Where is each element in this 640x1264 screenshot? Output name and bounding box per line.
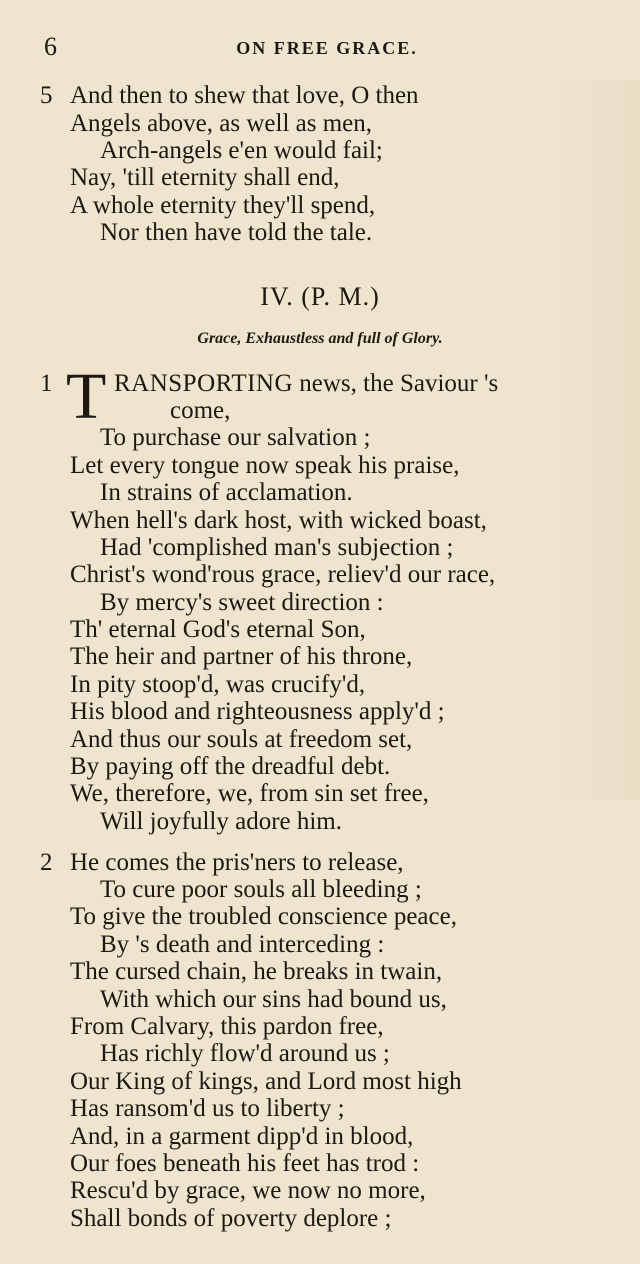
verse-line: His blood and righteousness apply'd ;	[70, 698, 445, 725]
page-header	[44, 32, 610, 68]
drop-cap: T	[66, 360, 107, 433]
show-through	[560, 80, 640, 800]
verse-line: Nor then have told the tale.	[100, 219, 373, 246]
verse-line: Has ransom'd us to liberty ;	[70, 1095, 345, 1122]
verse-line: come,	[170, 397, 231, 424]
verse-line: Will joyfully adore him.	[100, 808, 343, 835]
verse-line: Th' eternal God's eternal Son,	[70, 616, 366, 643]
verse-line: A whole eternity they'll spend,	[70, 192, 376, 219]
verse-line: From Calvary, this pardon free,	[70, 1013, 384, 1040]
first-line-rest: news, the Saviour 's	[293, 370, 499, 397]
verse-line: By mercy's sweet direction :	[100, 589, 384, 616]
page-number: 6	[44, 32, 57, 61]
verse-line	[114, 370, 498, 398]
verse-line: Arch-angels e'en would fail;	[100, 137, 383, 164]
verse-line: In strains of acclamation.	[100, 479, 353, 506]
verse-line: To purchase our salvation ;	[100, 424, 371, 451]
running-title: ON FREE GRACE.	[236, 38, 418, 58]
verse-line: Had 'complished man's subjection ;	[100, 534, 454, 561]
verse-number: 2	[40, 849, 53, 876]
verse-line: To cure poor souls all bleeding ;	[100, 876, 422, 903]
verse-line: And, in a garment dipp'd in blood,	[70, 1123, 414, 1150]
hymn-subtitle: Grace, Exhaustless and full of Glory.	[197, 330, 443, 347]
verse-line: And then to shew that love, O then	[70, 82, 419, 109]
verse-line: With which our sins had bound us,	[100, 986, 447, 1013]
verse-line: Has richly flow'd around us ;	[100, 1040, 390, 1067]
verse-line: When hell's dark host, with wicked boast,	[70, 507, 487, 534]
verse-line: To give the troubled conscience peace,	[70, 903, 457, 930]
hymn-title: IV. (P. M.)	[260, 282, 380, 311]
verse-line: And thus our souls at freedom set,	[70, 726, 413, 753]
verse-line: By 's death and interceding :	[100, 931, 385, 958]
verse-line: Our King of kings, and Lord most high	[70, 1068, 462, 1095]
verse-line: Rescu'd by grace, we now no more,	[70, 1177, 426, 1204]
verse-line: In pity stoop'd, was crucify'd,	[70, 671, 366, 698]
verse-line: Let every tongue now speak his praise,	[70, 452, 460, 479]
verse-number: 5	[40, 82, 53, 109]
verse-number: 1	[40, 370, 53, 397]
verse-line: We, therefore, we, from sin set free,	[70, 780, 429, 807]
verse-line: The heir and partner of his throne,	[70, 643, 413, 670]
verse-line: He comes the pris'ners to release,	[70, 849, 404, 876]
first-line-caps: RANSPORTING	[114, 370, 294, 397]
verse-line: The cursed chain, he breaks in twain,	[70, 958, 443, 985]
verse-line: By paying off the dreadful debt.	[70, 753, 391, 780]
verse-line: Our foes beneath his feet has trod :	[70, 1150, 420, 1177]
verse-line: Christ's wond'rous grace, reliev'd our race,	[70, 561, 496, 588]
verse-line: Shall bonds of poverty deplore ;	[70, 1205, 392, 1232]
verse-line: Nay, 'till eternity shall end,	[70, 164, 340, 191]
verse-line: Angels above, as well as men,	[70, 110, 373, 137]
